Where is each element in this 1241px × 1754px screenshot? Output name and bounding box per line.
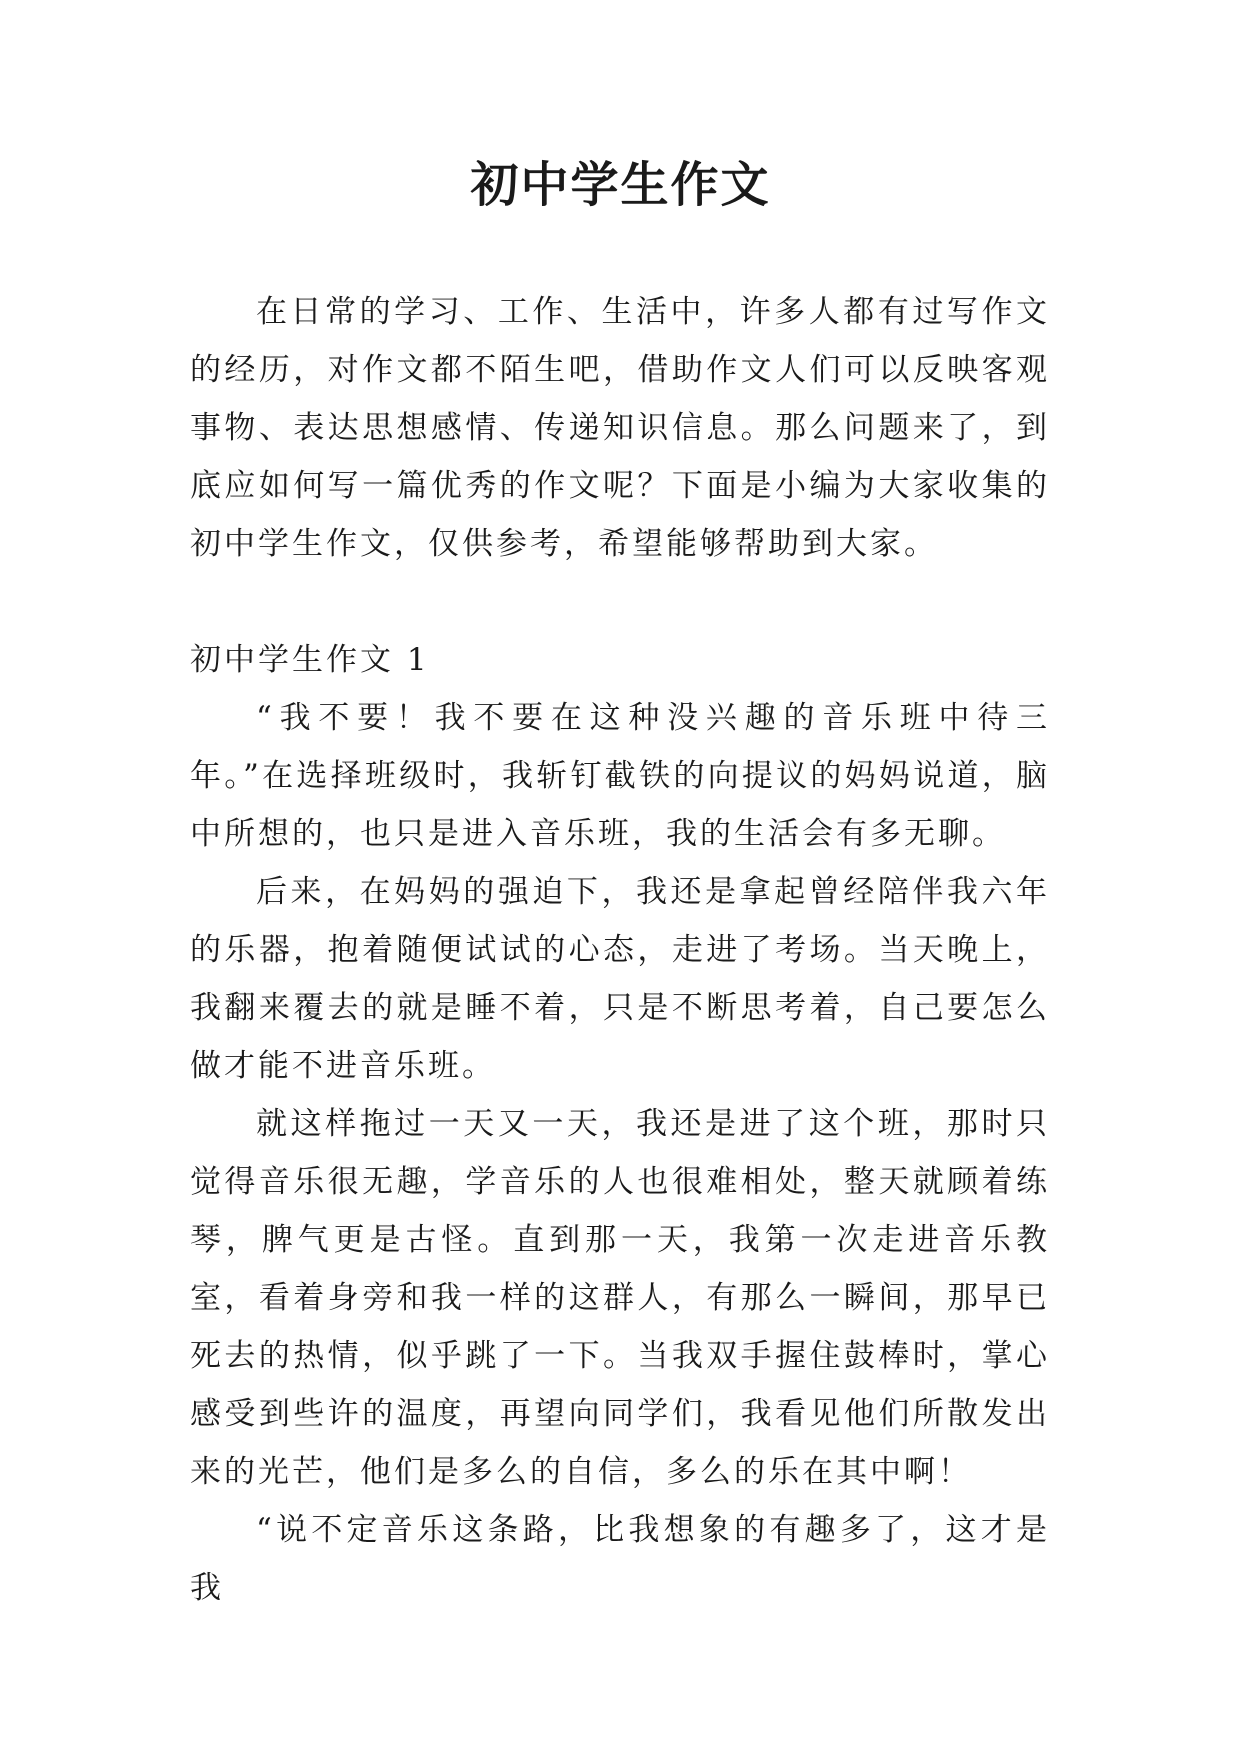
body-paragraph-4: “说不定音乐这条路，比我想象的有趣多了，这才是我 [190,1512,1050,1606]
body-paragraph-1: “我不要！我不要在这种没兴趣的音乐班中待三年。”在选择班级时，我斩钉截铁的向提议的妈妈说道，脑中所想的，也只是进入音乐班，我的生活会有多无聊。 [190,700,1050,852]
document-title: 初中学生作文 [470,157,771,213]
body-paragraph-3: 就这样拖过一天又一天，我还是进了这个班，那时只觉得音乐很无趣，学音乐的人也很难相处，整天就顾着练琴，脾气更是古怪。直到那一天，我第一次走进音乐教室，看着身旁和我一样的这群人，有那么一瞬间，那早已死去的热情，似乎跳了一下。当我双手握住鼓棒时，掌心感受到些许的温度，再望向同学们，我看见他们所散发出来的光芒，他们是多么的自信，多么的乐在其中啊！ [190,1106,1050,1490]
body-paragraph-2: 后来，在妈妈的强迫下，我还是拿起曾经陪伴我六年的乐器，抱着随便试试的心态，走进了考场。当天晚上，我翻来覆去的就是睡不着，只是不断思考着，自己要怎么做才能不进音乐班。 [190,874,1050,1084]
intro-paragraph: 在日常的学习、工作、生活中，许多人都有过写作文的经历，对作文都不陌生吧，借助作文人们可以反映客观事物、表达思想感情、传递知识信息。那么问题来了，到底应如何写一篇优秀的作文呢？下面是小编为大家收集的初中学生作文，仅供参考，希望能够帮助到大家。 [190,294,1050,562]
document-body [190,283,1050,1617]
section-heading: 初中学生作文 1 [190,642,430,678]
